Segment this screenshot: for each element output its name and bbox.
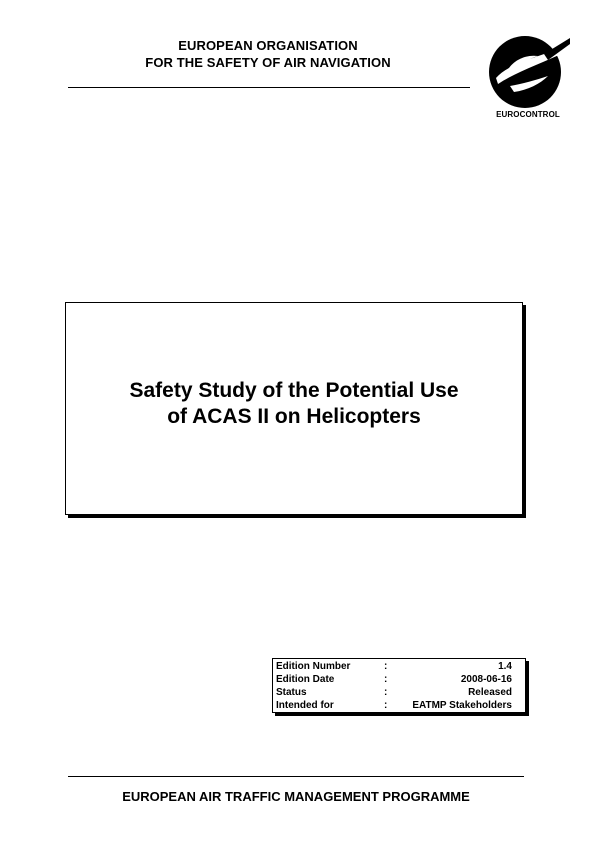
programme-name: EUROPEAN AIR TRAFFIC MANAGEMENT PROGRAMME [122, 789, 470, 804]
meta-label: Intended for [276, 700, 334, 711]
organisation-header [68, 37, 468, 71]
meta-value: 1.4 [498, 661, 512, 672]
meta-value: Released [468, 687, 512, 698]
meta-separator: : [384, 674, 388, 685]
meta-row-edition-date [273, 673, 525, 686]
meta-label: Edition Date [276, 674, 335, 685]
document-title [129, 378, 458, 430]
meta-value: 2008-06-16 [460, 674, 512, 685]
org-name-line-2: FOR THE SAFETY OF AIR NAVIGATION [145, 55, 391, 70]
meta-row-status [273, 686, 525, 699]
title-line-1: Safety Study of the Potential Use [129, 378, 459, 402]
meta-separator: : [384, 700, 388, 711]
meta-value: EATMP Stakeholders [412, 700, 512, 711]
eurocontrol-emblem-icon [486, 34, 570, 110]
meta-separator: : [384, 661, 388, 672]
meta-row-edition-number [273, 660, 525, 673]
title-line-2: of ACAS II on Helicopters [167, 404, 421, 428]
title-box [65, 302, 523, 515]
header-divider [68, 87, 470, 88]
eurocontrol-logo [486, 34, 570, 120]
org-name-line-1: EUROPEAN ORGANISATION [178, 38, 358, 53]
meta-label: Edition Number [276, 661, 351, 672]
footer-divider [68, 776, 524, 777]
meta-label: Status [276, 687, 307, 698]
edition-info-box [272, 658, 526, 713]
meta-separator: : [384, 687, 388, 698]
logo-wordmark: EUROCONTROL [496, 110, 560, 119]
meta-row-intended-for [273, 699, 525, 712]
